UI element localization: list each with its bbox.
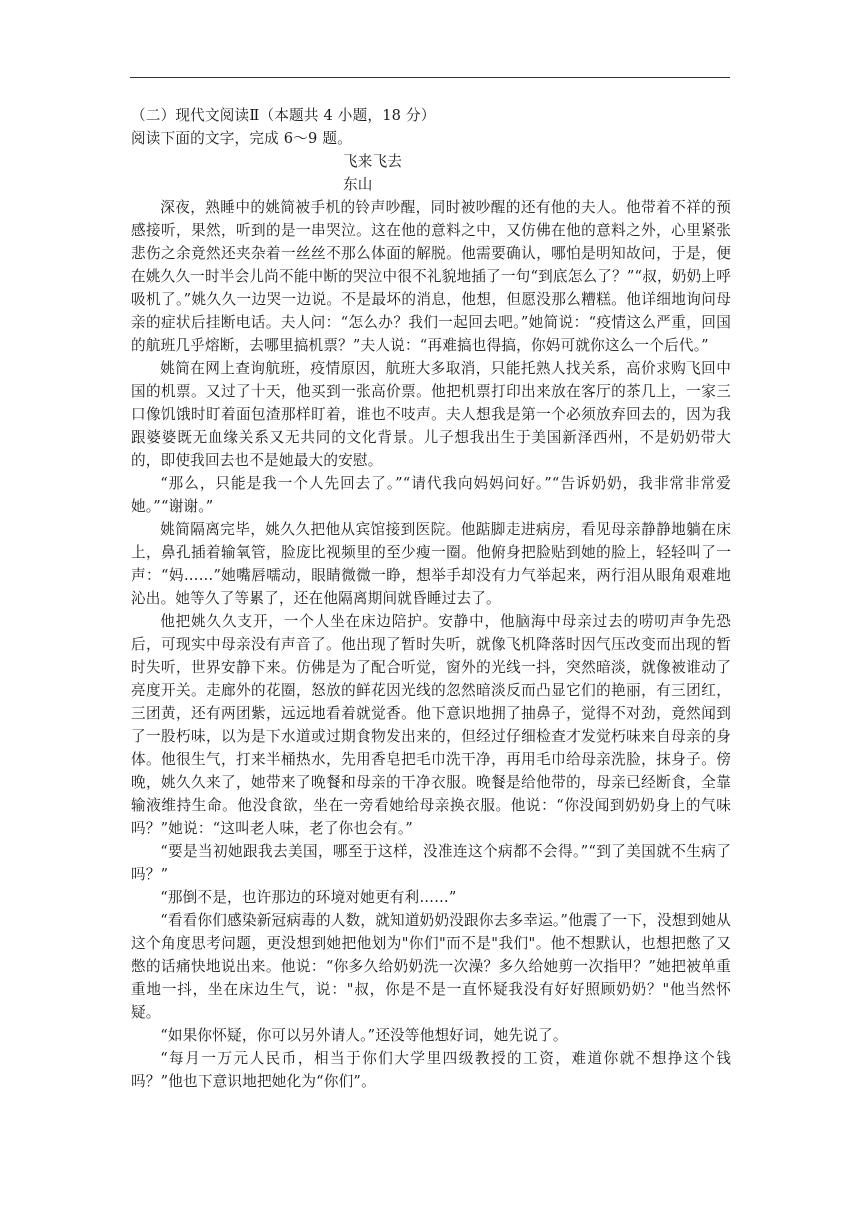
- section-header: （二）现代文阅读Ⅱ（本题共 4 小题，18 分）: [131, 107, 436, 124]
- paragraph: “如果你怀疑，你可以另外请人。”还没等他想好词，她先说了。: [160, 1027, 568, 1044]
- story-title: 飞来飞去: [343, 153, 403, 170]
- paragraph: 姚简隔离完毕，姚久久把他从宾馆接到医院。他踮脚走进病房，看见母亲静静地躺在床上，鼻孔插着输氧管，脸庞比视频里的至少瘦一圈。他俯身把脸贴到她的脸上，轻轻叫了一声：“妈……”她嘴唇嚅动，眼睛微微一睁，想举手却没有力气举起来，两行泪从眼角艰难地沁出。她等久了等累了，还在他隔离期间就昏睡过去了。: [131, 521, 731, 607]
- header-divider: [130, 77, 730, 78]
- paragraph: “看看你们感染新冠病毒的人数，就知道奶奶没跟你去多幸运。”他震了一下，没想到她从这个角度思考问题，更没想到她把他划为"你们"而不是"我们"。他不想默认，也想把憋了又憋的话痛快地说出来。他说：“你多久给奶奶洗一次澡？多久给她剪一次指甲？”她把被单重重地一抖，坐在床边生气，说："叔，你是不是一直怀疑我没有好好照顾奶奶？"他当然怀疑。: [131, 912, 731, 1021]
- instruction: 阅读下面的文字，完成 6～9 题。: [131, 130, 352, 147]
- reading-passage: [131, 104, 731, 1093]
- paragraph: 他把姚久久支开，一个人坐在床边陪护。安静中，他脑海中母亲过去的唠叨声争先恐后，可现实中母亲没有声音了。他出现了暂时失听，就像飞机降落时因气压改变而出现的暂时失听，世界安静下来。仿佛是为了配合听觉，窗外的光线一抖，突然暗淡，就像被谁动了亮度开关。走廊外的花圈，怒放的鲜花因光线的忽然暗淡反而凸显它们的艳丽，有三团红，三团黄，还有两团紫，远远地看着就觉香。他下意识地拥了抽鼻子，觉得不对劲，竟然闻到了一股朽味，以为是下水道或过期食物发出来的，但经过仔细检查才发觉朽味来自母亲的身体。他很生气，打来半桶热水，先用香皂把毛巾洗干净，再用毛巾给母亲洗脸，抹身子。傍晚，姚久久来了，她带来了晚餐和母亲的干净衣服。晚餐是给他带的，母亲已经断食，全靠输液维持生命。他没食欲，坐在一旁看她给母亲换衣服。他说：“你没闻到奶奶身上的气味吗？”她说：“这叫老人味，老了你也会有。”: [131, 613, 731, 837]
- paragraph: “那倒不是，也许那边的环境对她更有利……”: [160, 889, 457, 906]
- paragraph: “每月一万元人民币，相当于你们大学里四级教授的工资，难道你就不想挣这个钱吗？”他也下意识地把她化为“你们”。: [131, 1050, 731, 1090]
- paragraph: 深夜，熟睡中的姚简被手机的铃声吵醒，同时被吵醒的还有他的夫人。他带着不祥的预感接听，果然，听到的是一串哭泣。这在他的意料之中，又仿佛在他的意料之外，心里紧张悲伤之余竟然还夹杂着一丝丝不那么体面的解脱。他需要确认，哪怕是明知故问，于是，便在姚久久一时半会儿尚不能中断的哭泣中很不礼貌地插了一句“到底怎么了？”“叔，奶奶上呼吸机了。”姚久久一边哭一边说。不是最坏的消息，他想，但愿没那么糟糕。他详细地询问母亲的症状后挂断电话。夫人问：“怎么办？我们一起回去吧。”她简说：“疫情这么严重，回国的航班几乎熔断，去哪里搞机票？”夫人说：“再难搞也得搞，你妈可就你这么一个后代。”: [131, 199, 731, 354]
- paragraph: “要是当初她跟我去美国，哪至于这样，没准连这个病都不会得。”“到了美国就不生病了吗？”: [131, 843, 731, 883]
- story-author: 东山: [343, 176, 373, 193]
- paragraph: 姚简在网上查询航班，疫情原因，航班大多取消，只能托熟人找关系，高价求购飞回中国的机票。又过了十天，他买到一张高价票。他把机票打印出来放在客厅的茶几上，一家三口像饥饿时盯着面包渣那样盯着，谁也不吱声。夫人想我是第一个必须放弃回去的，因为我跟婆婆既无血缘关系又无共同的文化背景。儿子想我出生于美国新泽西州，不是奶奶带大的，即使我回去也不是她最大的安慰。: [131, 360, 731, 469]
- paragraph: “那么，只能是我一个人先回去了。”“请代我向妈妈问好。”“告诉奶奶，我非常非常爱她。”“谢谢。”: [131, 475, 731, 515]
